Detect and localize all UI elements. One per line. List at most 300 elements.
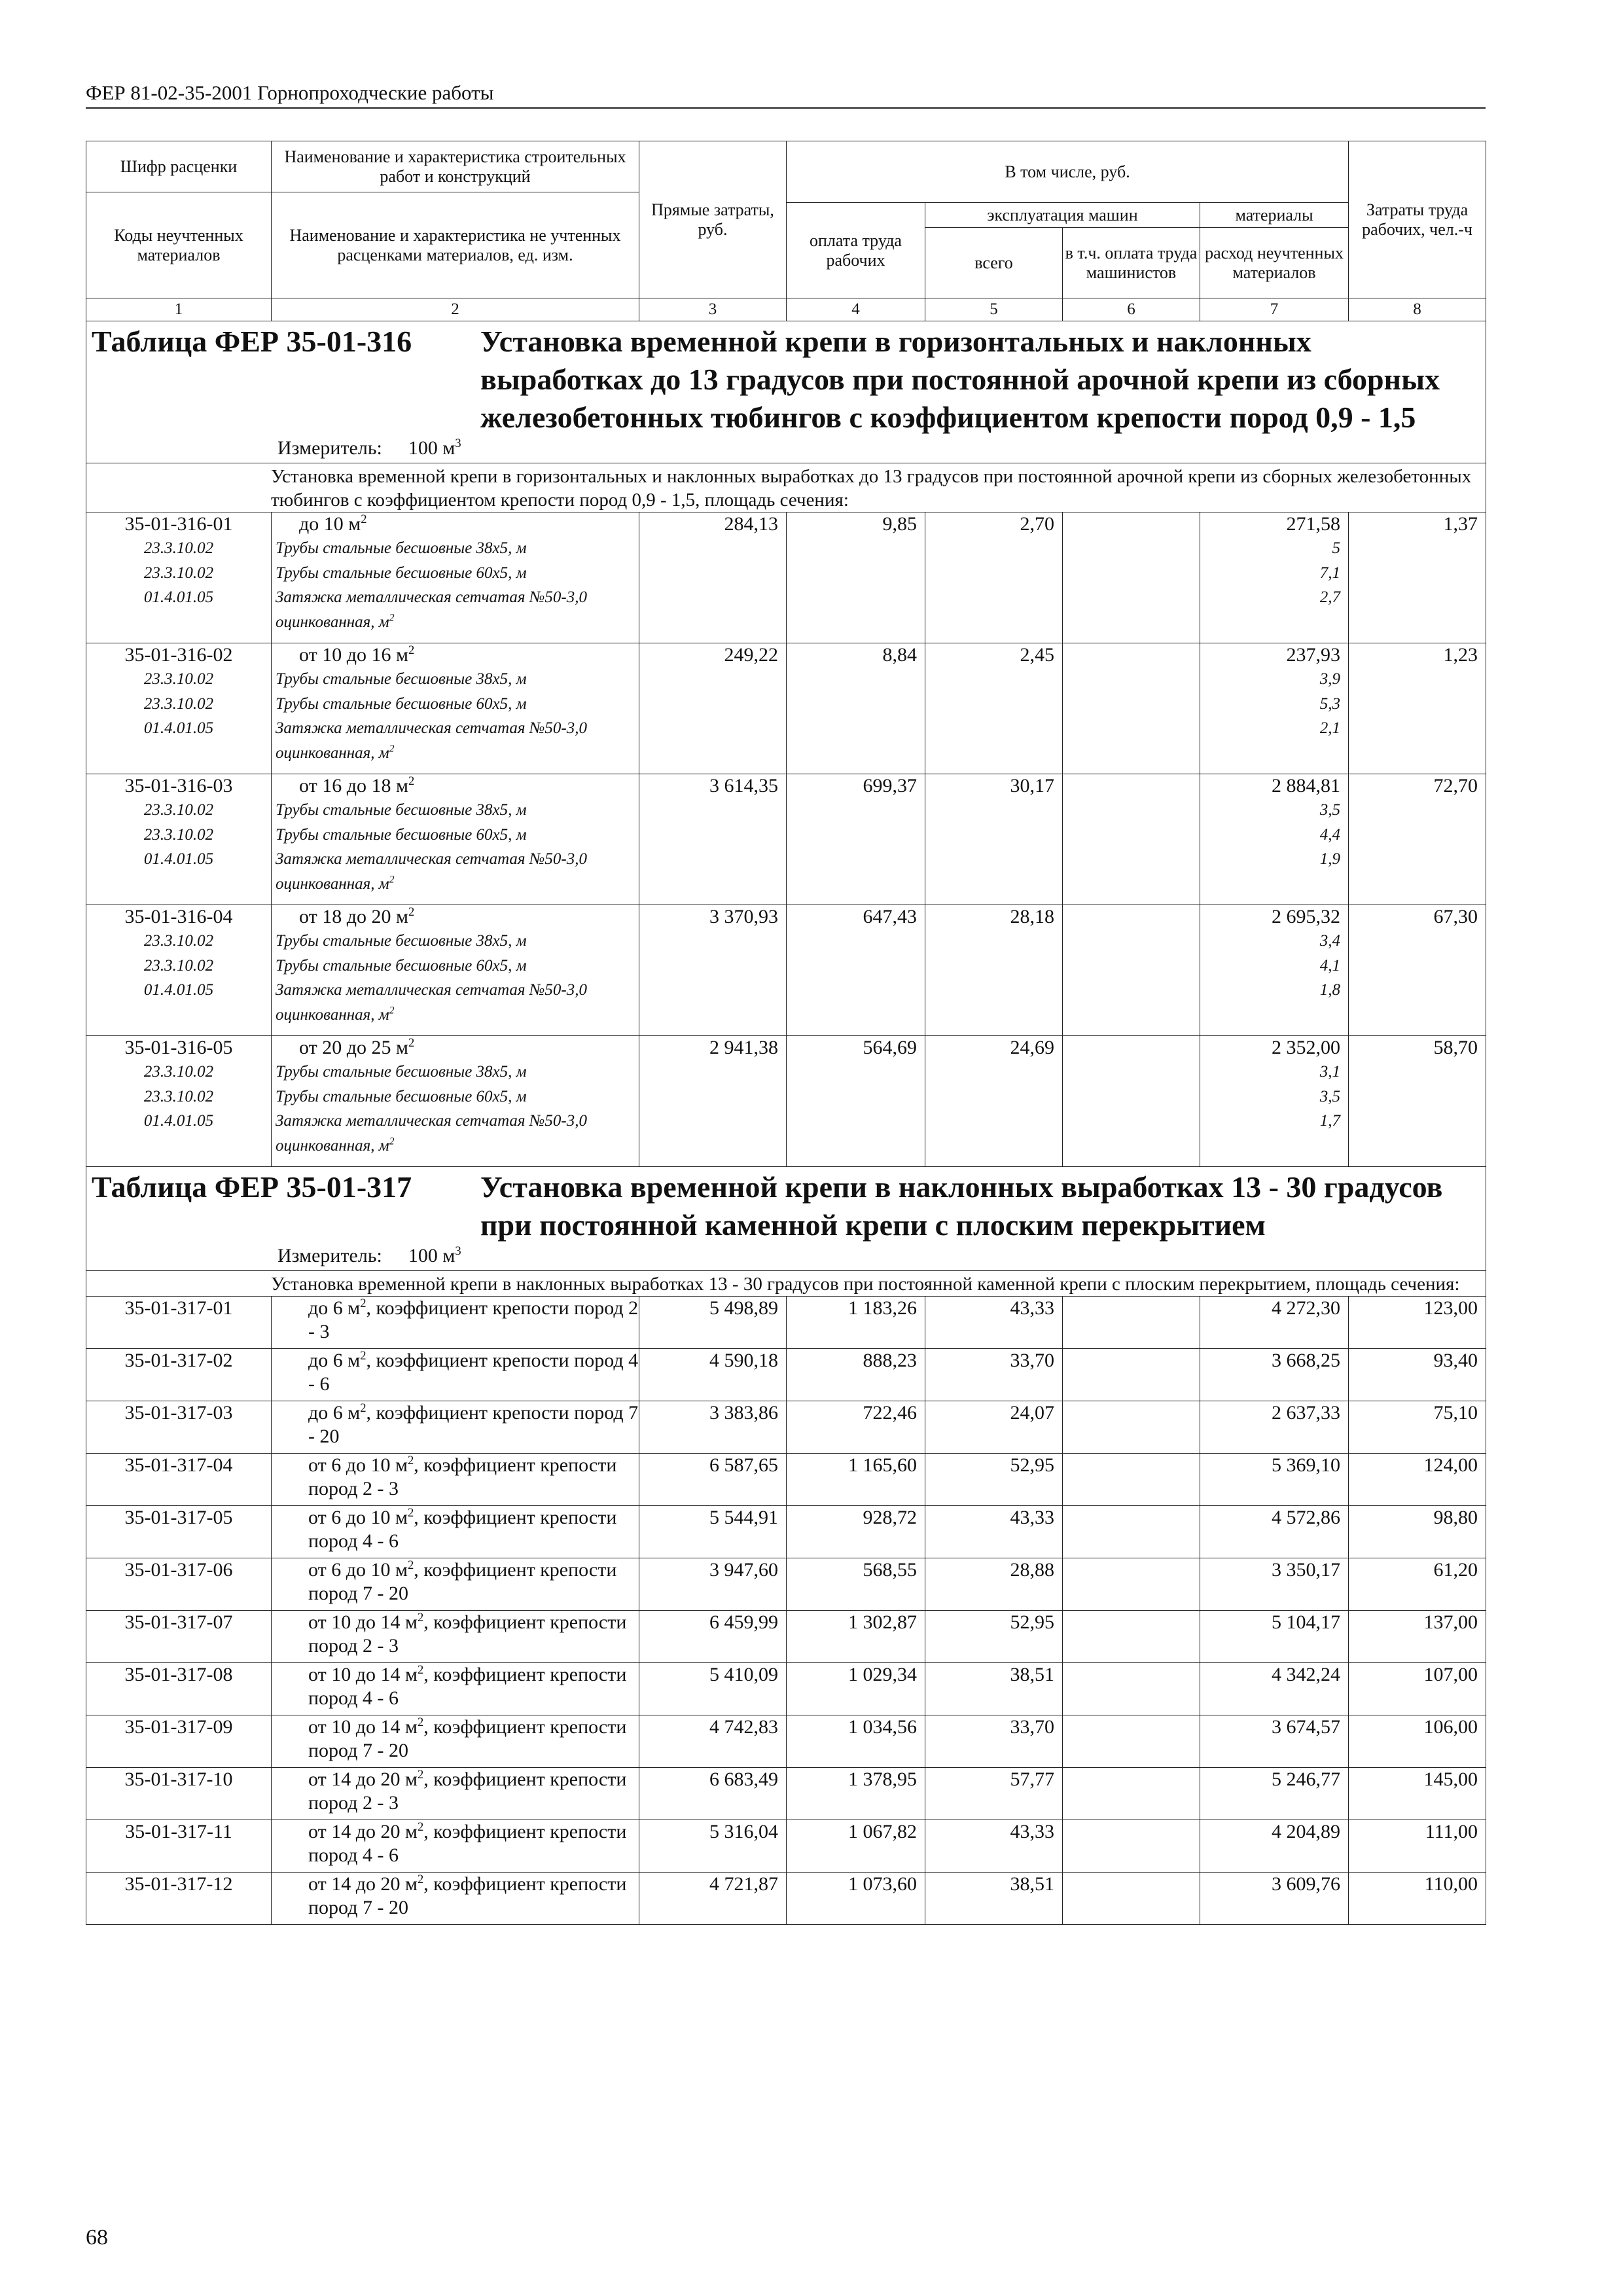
- materials-cost-cell: [1200, 512, 1349, 643]
- rate-name-cell: [272, 1715, 639, 1768]
- materials-cost-cell: [1200, 1297, 1349, 1349]
- table-description: Установка временной крепи в горизонтальных и наклонных выработках до 13 градусов при постоянной арочной крепи из сборных железобетонных тюбингов с коэффициентом крепости пород 0,9 - 1,5, площадь сечения:: [86, 463, 1486, 512]
- machinists-pay-cell: [1063, 1558, 1200, 1611]
- direct-cost: 2 941,38: [709, 1037, 778, 1058]
- col-machines-total-header: всего: [925, 228, 1063, 298]
- direct-cost-cell: [639, 905, 787, 1036]
- table-row: [86, 1611, 1486, 1663]
- page-header: [86, 80, 1486, 109]
- material-code: 23.3.10.02: [143, 539, 214, 557]
- col-number: 7: [1200, 298, 1349, 321]
- col-number: 3: [639, 298, 787, 321]
- direct-cost: 4 742,83: [709, 1716, 778, 1738]
- col-number: 1: [86, 298, 272, 321]
- machinists-pay-cell: [1063, 1611, 1200, 1663]
- col-labor-header: Затраты труда рабочих, чел.-ч: [1349, 141, 1486, 298]
- rate-code-cell: [86, 1506, 272, 1558]
- measurement-unit: [92, 437, 1480, 460]
- measurement-value: 100 $м^3$: [408, 437, 461, 459]
- table-row: [86, 1297, 1486, 1349]
- workers-pay-cell: [787, 1820, 925, 1873]
- rate-code: 35-01-317-08: [124, 1664, 233, 1685]
- rate-name: от 10 до 14 $м^2$, коэффициент крепости пород 2 - 3: [308, 1611, 627, 1657]
- material-code: 01.4.01.05: [143, 981, 214, 999]
- machines-cost-cell: [925, 643, 1063, 774]
- workers-pay: 699,37: [863, 775, 917, 797]
- table-row: [86, 905, 1486, 1036]
- measurement-value: 100 $м^3$: [408, 1244, 461, 1266]
- materials-cost-cell: [1200, 1820, 1349, 1873]
- col-unaccounted-names-header: Наименование и характеристика не учтенных расценками материалов, ед. изм.: [272, 192, 639, 298]
- col-incl-header: В том числе, руб.: [787, 141, 1349, 203]
- table-row: [86, 643, 1486, 774]
- table-title-block: [86, 321, 1486, 463]
- rate-code-cell: [86, 1663, 272, 1715]
- labor-cost: 58,70: [1433, 1037, 1478, 1058]
- workers-pay: 1 165,60: [848, 1454, 917, 1476]
- machines-cost: 28,18: [1010, 906, 1054, 927]
- rate-code-cell: [86, 1454, 272, 1506]
- material-name: Трубы стальные бесшовные 38х5, м: [276, 539, 527, 557]
- rate-name: от 14 до 20 $м^2$, коэффициент крепости пород 7 - 20: [308, 1873, 627, 1918]
- rate-name-cell: [272, 1768, 639, 1820]
- workers-pay: 564,69: [863, 1037, 917, 1058]
- col-number: 8: [1349, 298, 1486, 321]
- direct-cost-cell: [639, 512, 787, 643]
- workers-pay: 568,55: [863, 1559, 917, 1581]
- material-name: Затяжка металлическая сетчатая №50-3,0 оцинкованная, $м^2$: [276, 850, 587, 893]
- workers-pay: 1 067,82: [848, 1821, 917, 1842]
- workers-pay-cell: [787, 1873, 925, 1925]
- table-row: [86, 512, 1486, 643]
- page-number: 68: [86, 2225, 108, 2250]
- material-name: Затяжка металлическая сетчатая №50-3,0 оцинкованная, $м^2$: [276, 588, 587, 631]
- table-title: Установка временной крепи в наклонных выработках 13 - 30 градусов при постоянной каменной крепи с плоским перекрытием: [480, 1170, 1443, 1242]
- material-name: Трубы стальные бесшовные 60х5, м: [276, 1087, 527, 1105]
- material-quantity: 2,7: [1319, 588, 1341, 606]
- workers-pay-cell: [787, 512, 925, 643]
- table-row: [86, 1454, 1486, 1506]
- material-code: 23.3.10.02: [143, 564, 214, 582]
- table-row: [86, 1349, 1486, 1401]
- direct-cost: 5 316,04: [709, 1821, 778, 1842]
- direct-cost: 3 947,60: [709, 1559, 778, 1581]
- workers-pay: 722,46: [863, 1402, 917, 1424]
- materials-cost-cell: [1200, 774, 1349, 905]
- direct-cost-cell: [639, 1873, 787, 1925]
- labor-cost: 137,00: [1423, 1611, 1478, 1633]
- direct-cost-cell: [639, 1036, 787, 1167]
- rate-name-cell: [272, 1349, 639, 1401]
- rate-name: до 6 $м^2$, коэффициент крепости пород 4 - 6: [308, 1349, 639, 1395]
- material-quantity: 2,1: [1319, 719, 1341, 737]
- materials-cost-cell: [1200, 1558, 1349, 1611]
- rate-code-cell: [86, 1768, 272, 1820]
- table-row: [86, 1558, 1486, 1611]
- workers-pay: 1 378,95: [848, 1768, 917, 1790]
- material-code: 23.3.10.02: [143, 694, 214, 713]
- material-quantity: 5: [1332, 539, 1341, 557]
- machines-cost: 33,70: [1010, 1350, 1054, 1371]
- labor-cost-cell: [1349, 1558, 1486, 1611]
- machines-cost: 52,95: [1010, 1611, 1054, 1633]
- machinists-pay-cell: [1063, 1506, 1200, 1558]
- labor-cost-cell: [1349, 1820, 1486, 1873]
- measurement-label: Измеритель:: [277, 1245, 382, 1266]
- materials-cost-cell: [1200, 643, 1349, 774]
- direct-cost: 4 590,18: [709, 1350, 778, 1371]
- machines-cost: 38,51: [1010, 1873, 1054, 1895]
- machinists-pay-cell: [1063, 1297, 1200, 1349]
- table-row: [86, 1506, 1486, 1558]
- materials-cost-cell: [1200, 1401, 1349, 1454]
- machinists-pay-cell: [1063, 1036, 1200, 1167]
- material-name: Трубы стальные бесшовные 60х5, м: [276, 694, 527, 713]
- materials-cost-cell: [1200, 1454, 1349, 1506]
- labor-cost: 110,00: [1424, 1873, 1478, 1895]
- rate-code: 35-01-317-12: [124, 1873, 233, 1895]
- material-name: Трубы стальные бесшовные 60х5, м: [276, 956, 527, 975]
- materials-cost: 2 637,33: [1272, 1402, 1341, 1424]
- workers-pay-cell: [787, 1401, 925, 1454]
- rate-name-cell: [272, 774, 639, 905]
- labor-cost: 1,37: [1443, 513, 1478, 535]
- rate-code-cell: [86, 643, 272, 774]
- direct-cost-cell: [639, 1297, 787, 1349]
- labor-cost: 145,00: [1423, 1768, 1478, 1790]
- machines-cost-cell: [925, 1663, 1063, 1715]
- machinists-pay-cell: [1063, 1349, 1200, 1401]
- labor-cost-cell: [1349, 1401, 1486, 1454]
- labor-cost: 67,30: [1433, 906, 1478, 927]
- labor-cost: 61,20: [1433, 1559, 1478, 1581]
- col-materials-header: материалы: [1200, 203, 1349, 228]
- machines-cost: 52,95: [1010, 1454, 1054, 1476]
- table-row: [86, 1401, 1486, 1454]
- direct-cost-cell: [639, 774, 787, 905]
- rate-code: 35-01-316-03: [124, 775, 233, 797]
- direct-cost: 3 614,35: [709, 775, 778, 797]
- machinists-pay-cell: [1063, 1873, 1200, 1925]
- machines-cost: 43,33: [1010, 1821, 1054, 1842]
- table-row: [86, 1715, 1486, 1768]
- table-row: [86, 1036, 1486, 1167]
- table-header: [86, 141, 1486, 321]
- workers-pay-cell: [787, 1558, 925, 1611]
- workers-pay-cell: [787, 1297, 925, 1349]
- workers-pay-cell: [787, 643, 925, 774]
- labor-cost: 72,70: [1433, 775, 1478, 797]
- material-quantity: 1,8: [1319, 981, 1341, 999]
- machines-cost-cell: [925, 1611, 1063, 1663]
- table-row: [86, 1873, 1486, 1925]
- col-code-header: Шифр расценки: [86, 141, 272, 192]
- workers-pay-cell: [787, 1349, 925, 1401]
- direct-cost-cell: [639, 1715, 787, 1768]
- rate-name: от 14 до 20 $м^2$, коэффициент крепости пород 2 - 3: [308, 1768, 627, 1814]
- rate-name: до 6 $м^2$, коэффициент крепости пород 2 - 3: [308, 1297, 639, 1342]
- labor-cost: 1,23: [1443, 644, 1478, 666]
- rate-name-cell: [272, 1454, 639, 1506]
- labor-cost: 107,00: [1423, 1664, 1478, 1685]
- workers-pay-cell: [787, 1663, 925, 1715]
- rate-code-cell: [86, 1611, 272, 1663]
- material-name: Трубы стальные бесшовные 38х5, м: [276, 932, 527, 950]
- materials-cost: 4 572,86: [1272, 1507, 1341, 1528]
- rate-code-cell: [86, 1873, 272, 1925]
- material-code: 23.3.10.02: [143, 670, 214, 688]
- rate-code: 35-01-317-05: [124, 1507, 233, 1528]
- materials-cost-cell: [1200, 1349, 1349, 1401]
- rate-name: от 10 до 14 $м^2$, коэффициент крепости пород 4 - 6: [308, 1663, 627, 1709]
- machines-cost-cell: [925, 512, 1063, 643]
- rate-code-cell: [86, 512, 272, 643]
- machines-cost-cell: [925, 1036, 1063, 1167]
- materials-cost: 271,58: [1286, 513, 1341, 535]
- labor-cost: 111,00: [1425, 1821, 1478, 1842]
- workers-pay-cell: [787, 905, 925, 1036]
- materials-cost: 4 342,24: [1272, 1664, 1341, 1685]
- direct-cost: 6 587,65: [709, 1454, 778, 1476]
- col-number: 5: [925, 298, 1063, 321]
- labor-cost-cell: [1349, 905, 1486, 1036]
- machinists-pay-cell: [1063, 1663, 1200, 1715]
- direct-cost: 6 683,49: [709, 1768, 778, 1790]
- materials-cost-cell: [1200, 1506, 1349, 1558]
- col-number: 4: [787, 298, 925, 321]
- col-materials-use-header: расход неучтенных материалов: [1200, 228, 1349, 298]
- table-row: [86, 1820, 1486, 1873]
- labor-cost-cell: [1349, 512, 1486, 643]
- machines-cost-cell: [925, 1401, 1063, 1454]
- material-quantity: 7,1: [1319, 564, 1341, 582]
- machines-cost-cell: [925, 774, 1063, 905]
- material-code: 23.3.10.02: [143, 956, 214, 975]
- direct-cost-cell: [639, 1506, 787, 1558]
- materials-cost: 2 695,32: [1272, 906, 1341, 927]
- rate-code: 35-01-317-10: [124, 1768, 233, 1790]
- rate-code-cell: [86, 1349, 272, 1401]
- material-code: 23.3.10.02: [143, 1063, 214, 1081]
- rate-code: 35-01-317-03: [124, 1402, 233, 1424]
- material-code: 01.4.01.05: [143, 850, 214, 868]
- labor-cost-cell: [1349, 1506, 1486, 1558]
- material-code: 01.4.01.05: [143, 719, 214, 737]
- machinists-pay-cell: [1063, 774, 1200, 905]
- materials-cost-cell: [1200, 1036, 1349, 1167]
- materials-cost-cell: [1200, 1715, 1349, 1768]
- measurement-label: Измеритель:: [277, 437, 382, 459]
- materials-cost: 3 609,76: [1272, 1873, 1341, 1895]
- material-quantity: 3,1: [1319, 1063, 1341, 1081]
- labor-cost: 93,40: [1433, 1350, 1478, 1371]
- materials-cost: 237,93: [1286, 644, 1341, 666]
- direct-cost-cell: [639, 643, 787, 774]
- col-number: 2: [272, 298, 639, 321]
- table-title-block: [86, 1167, 1486, 1271]
- col-direct-header: Прямые затраты, руб.: [639, 141, 787, 298]
- material-code: 23.3.10.02: [143, 801, 214, 819]
- material-quantity: 3,9: [1319, 670, 1341, 688]
- col-workers-pay-header: оплата труда рабочих: [787, 203, 925, 298]
- material-quantity: 4,1: [1319, 956, 1341, 975]
- workers-pay: 928,72: [863, 1507, 917, 1528]
- labor-cost-cell: [1349, 1663, 1486, 1715]
- table-317-body: [86, 1167, 1486, 1925]
- direct-cost-cell: [639, 1401, 787, 1454]
- rate-name: от 18 до 20 $м^2$: [299, 905, 415, 927]
- rate-code: 35-01-316-04: [124, 906, 233, 927]
- rate-name: от 6 до 10 $м^2$, коэффициент крепости пород 4 - 6: [308, 1506, 617, 1552]
- material-code: 23.3.10.02: [143, 825, 214, 844]
- material-quantity: 3,5: [1319, 1087, 1341, 1105]
- machines-cost-cell: [925, 905, 1063, 1036]
- direct-cost: 284,13: [724, 513, 778, 535]
- machines-cost-cell: [925, 1297, 1063, 1349]
- machines-cost: 43,33: [1010, 1297, 1054, 1319]
- direct-cost-cell: [639, 1820, 787, 1873]
- labor-cost-cell: [1349, 643, 1486, 774]
- machines-cost: 33,70: [1010, 1716, 1054, 1738]
- labor-cost-cell: [1349, 774, 1486, 905]
- material-code: 01.4.01.05: [143, 588, 214, 606]
- rate-code: 35-01-317-11: [125, 1821, 232, 1842]
- labor-cost: 75,10: [1433, 1402, 1478, 1424]
- machinists-pay-cell: [1063, 1401, 1200, 1454]
- table-row: [86, 1768, 1486, 1820]
- rate-code: 35-01-316-05: [124, 1037, 233, 1058]
- materials-cost: 5 104,17: [1272, 1611, 1341, 1633]
- labor-cost-cell: [1349, 1768, 1486, 1820]
- materials-cost-cell: [1200, 1663, 1349, 1715]
- materials-cost: 5 246,77: [1272, 1768, 1341, 1790]
- machinists-pay-cell: [1063, 905, 1200, 1036]
- material-quantity: 5,3: [1319, 694, 1341, 713]
- labor-cost-cell: [1349, 1454, 1486, 1506]
- workers-pay-cell: [787, 1715, 925, 1768]
- machines-cost-cell: [925, 1873, 1063, 1925]
- workers-pay: 1 029,34: [848, 1664, 917, 1685]
- workers-pay-cell: [787, 1611, 925, 1663]
- direct-cost: 5 544,91: [709, 1507, 778, 1528]
- materials-cost-cell: [1200, 1768, 1349, 1820]
- material-code: 23.3.10.02: [143, 1087, 214, 1105]
- rate-name-cell: [272, 1297, 639, 1349]
- workers-pay-cell: [787, 774, 925, 905]
- direct-cost-cell: [639, 1558, 787, 1611]
- rate-code: 35-01-317-07: [124, 1611, 233, 1633]
- document-title: ФЕР 81-02-35-2001 Горнопроходческие работы: [86, 81, 494, 104]
- workers-pay: 1 183,26: [848, 1297, 917, 1319]
- measurement-unit: [92, 1244, 1480, 1268]
- material-code: 01.4.01.05: [143, 1112, 214, 1130]
- rate-name-cell: [272, 1663, 639, 1715]
- materials-cost: 5 369,10: [1272, 1454, 1341, 1476]
- materials-cost: 3 674,57: [1272, 1716, 1341, 1738]
- machines-cost: 24,07: [1010, 1402, 1054, 1424]
- rate-name-cell: [272, 1873, 639, 1925]
- direct-cost: 249,22: [724, 644, 778, 666]
- materials-cost: 2 352,00: [1272, 1037, 1341, 1058]
- rate-code-cell: [86, 905, 272, 1036]
- machinists-pay-cell: [1063, 1715, 1200, 1768]
- machines-cost-cell: [925, 1715, 1063, 1768]
- rate-code: 35-01-316-02: [124, 644, 233, 666]
- material-name: Трубы стальные бесшовные 38х5, м: [276, 1063, 527, 1081]
- table-description: Установка временной крепи в наклонных выработках 13 - 30 градусов при постоянной каменной крепи с плоским перекрытием, площадь сечения:: [86, 1271, 1486, 1297]
- labor-cost-cell: [1349, 1349, 1486, 1401]
- machines-cost: 30,17: [1010, 775, 1054, 797]
- rate-name: от 10 до 14 $м^2$, коэффициент крепости пород 7 - 20: [308, 1715, 627, 1761]
- rate-name-cell: [272, 1506, 639, 1558]
- labor-cost-cell: [1349, 1873, 1486, 1925]
- rate-name: от 6 до 10 $м^2$, коэффициент крепости пород 2 - 3: [308, 1454, 617, 1499]
- table-316-body: [86, 321, 1486, 1167]
- table-row: [86, 1663, 1486, 1715]
- rate-code: 35-01-317-04: [124, 1454, 233, 1476]
- rate-name-cell: [272, 643, 639, 774]
- rate-code: 35-01-317-01: [124, 1297, 233, 1319]
- materials-cost-cell: [1200, 1873, 1349, 1925]
- machinists-pay-cell: [1063, 1454, 1200, 1506]
- rate-name: до 10 $м^2$: [299, 512, 367, 535]
- rates-table: [86, 141, 1486, 1925]
- rate-code-cell: [86, 1036, 272, 1167]
- workers-pay: 888,23: [863, 1350, 917, 1371]
- table-label: Таблица ФЕР 35-01-316: [92, 325, 412, 358]
- machines-cost: 28,88: [1010, 1559, 1054, 1581]
- machines-cost: 38,51: [1010, 1664, 1054, 1685]
- material-name: Затяжка металлическая сетчатая №50-3,0 оцинкованная, $м^2$: [276, 719, 587, 762]
- workers-pay: 647,43: [863, 906, 917, 927]
- rate-name-cell: [272, 1611, 639, 1663]
- rate-code-cell: [86, 1558, 272, 1611]
- direct-cost: 4 721,87: [709, 1873, 778, 1895]
- machinists-pay-cell: [1063, 1768, 1200, 1820]
- table-row: [86, 774, 1486, 905]
- machines-cost: 57,77: [1010, 1768, 1054, 1790]
- machines-cost-cell: [925, 1506, 1063, 1558]
- table-title: Установка временной крепи в горизонтальных и наклонных выработках до 13 градусов при постоянной арочной крепи из сборных железобетонных тюбингов с коэффициентом крепости пород 0,9 - 1,5: [480, 325, 1440, 434]
- material-code: 23.3.10.02: [143, 932, 214, 950]
- material-quantity: 4,4: [1319, 825, 1341, 844]
- col-machines-header: эксплуатация машин: [925, 203, 1200, 228]
- labor-cost-cell: [1349, 1611, 1486, 1663]
- rate-name-cell: [272, 905, 639, 1036]
- material-name: Затяжка металлическая сетчатая №50-3,0 оцинкованная, $м^2$: [276, 1112, 587, 1155]
- machines-cost-cell: [925, 1454, 1063, 1506]
- direct-cost: 5 498,89: [709, 1297, 778, 1319]
- rate-name-cell: [272, 1558, 639, 1611]
- rate-name: от 20 до 25 $м^2$: [299, 1036, 415, 1058]
- materials-cost: 2 884,81: [1272, 775, 1341, 797]
- machines-cost-cell: [925, 1349, 1063, 1401]
- material-name: Трубы стальные бесшовные 38х5, м: [276, 670, 527, 688]
- rate-code-cell: [86, 1715, 272, 1768]
- machines-cost-cell: [925, 1768, 1063, 1820]
- rate-name: от 16 до 18 $м^2$: [299, 774, 415, 797]
- col-unaccounted-codes-header: Коды неучтенных материалов: [86, 192, 272, 298]
- materials-cost: 3 668,25: [1272, 1350, 1341, 1371]
- direct-cost: 3 370,93: [709, 906, 778, 927]
- rate-name: от 6 до 10 $м^2$, коэффициент крепости пород 7 - 20: [308, 1558, 617, 1604]
- rate-code: 35-01-316-01: [124, 513, 233, 535]
- machinists-pay-cell: [1063, 512, 1200, 643]
- material-quantity: 3,5: [1319, 801, 1341, 819]
- machinists-pay-cell: [1063, 1820, 1200, 1873]
- rate-name-cell: [272, 1036, 639, 1167]
- rate-name: от 10 до 16 $м^2$: [299, 643, 415, 666]
